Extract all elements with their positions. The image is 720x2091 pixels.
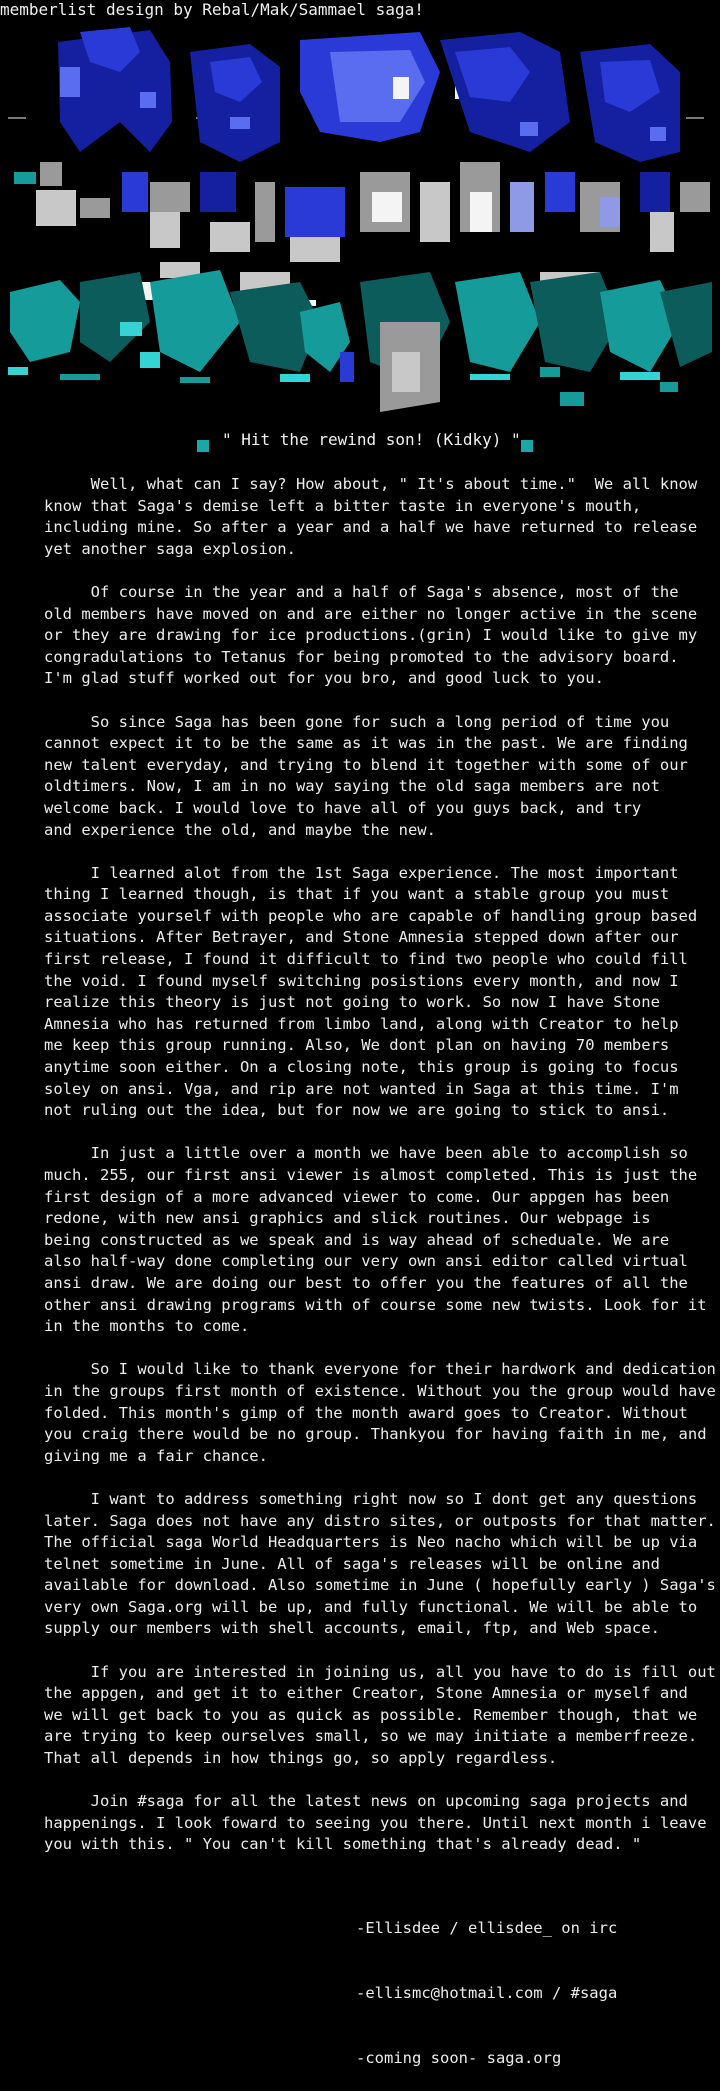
paragraph-8: If you are interested in joining us, all you have to do is fill out the appgen, and get it to either Creator, Stone Amnesia or myself and we will get back to you as quick as possible. Remember though, that we are trying to keep ourselves small, so we may initiate a memberfreeze. That all depends in how things go, so apply regardless. bbox=[44, 1662, 716, 1768]
logo-blue-arches bbox=[58, 27, 680, 162]
signature-site-line: -coming soon- saga.org bbox=[356, 2048, 562, 2067]
paragraph-7: I want to address something right now so I dont get any questions later. Saga does not have any distro sites, or outposts for that matter. The official saga World Headquarters is Neo nacho which will be up via telnet sometime in June. All of saga's releases will be online and available for download. Also sometime in June ( hopefully early ) Saga's very own Saga.org will be up, and fully functional. We will be able to supply our members with shell accounts, email, ftp, and Web space. bbox=[44, 1489, 716, 1638]
paragraph-9: Join #saga for all the latest news on upcoming saga projects and happenings. I look foward to seeing you there. Until next month i leave you with this. " You can't kill something that's already dead. " bbox=[44, 1792, 707, 1854]
paragraph-3: So since Saga has been gone for such a long period of time you cannot expect it to be the same as it was in the past. We are finding new talent everyday, and trying to blend it together with some of our oldtimers. Now, I am in no way saying the old saga members are not welcome back. I would love to have all of you guys back, and try and experience the old, and maybe the new. bbox=[44, 712, 688, 839]
quote-text: " Hit the rewind son! (Kidky) " bbox=[222, 430, 521, 449]
signature-block bbox=[356, 1875, 617, 2091]
paragraph-1: Well, what can I say? How about, " It's about time." We all know know that Saga's demise left a bitter taste in everyone's mouth, including mine. So after a year and a half we have returned to release yet another saga explosion. bbox=[44, 475, 698, 558]
paragraph-5: In just a little over a month we have been able to accomplish so much. 255, our first ansi viewer is almost completed. This is just the first design of a more advanced viewer to come. Our appgen has been redone, with new ansi graphics and slick routines. Our webpage is being constructed as we speak and is way ahead of scheduale. We are also half-way done completing our very own ansi editor called virtual ansi draw. We are doing our best to offer you the features of all the other ansi drawing programs with of course some new twists. Look for it in the months to come. bbox=[44, 1144, 707, 1336]
signature-email-line: -ellismc@hotmail.com / #saga bbox=[356, 1983, 618, 2002]
quote-right-block bbox=[521, 440, 533, 452]
paragraph-2: Of course in the year and a half of Saga's absence, most of the old members have moved on and are either no longer active in the scene or they are drawing for ice productions.(grin) I would like to give my congradulations to Tetanus for being promoted to the advisory board. I'm glad stuff worked out for you bro, and good luck to you. bbox=[44, 582, 698, 688]
saga-ansi-logo bbox=[0, 22, 720, 422]
paragraph-4: I learned alot from the 1st Saga experience. The most important thing I learned though, is that if you want a stable group you must associate yourself with people who are capable of handling group based situations. After Betrayer, and Stone Amnesia stepped down after our first release, I found it difficult to find two people who could fill the void. I found myself switching posistions every month, and now I realize this theory is just not going to work. So now I have Stone Amnesia who has returned from limbo land, along with Creator to help me keep this group running. Also, We dont plan on having 70 members anytime soon either. On a closing note, this group is going to focus soley on ansi. Vga, and rip are not wanted in Saga at this time. I'm not ruling out the idea, but for now we are going to stick to ansi. bbox=[44, 863, 698, 1120]
design-credit: memberlist design by Rebal/Mak/Sammael saga! bbox=[0, 0, 424, 19]
paragraph-6: So I would like to thank everyone for their hardwork and dedication in the groups first month of existence. Without you the group would have folded. This month's gimp of the month award goes to Creator. Without you craig there would be no group. Thankyou for having faith in me, and giving me a fair chance. bbox=[44, 1360, 716, 1465]
quote-line bbox=[0, 428, 720, 452]
article-body bbox=[44, 474, 714, 1878]
signature-name-line: -Ellisdee / ellisdee_ on irc bbox=[356, 1919, 618, 1938]
logo-teal-band bbox=[8, 270, 712, 412]
quote-left-block bbox=[197, 440, 209, 452]
